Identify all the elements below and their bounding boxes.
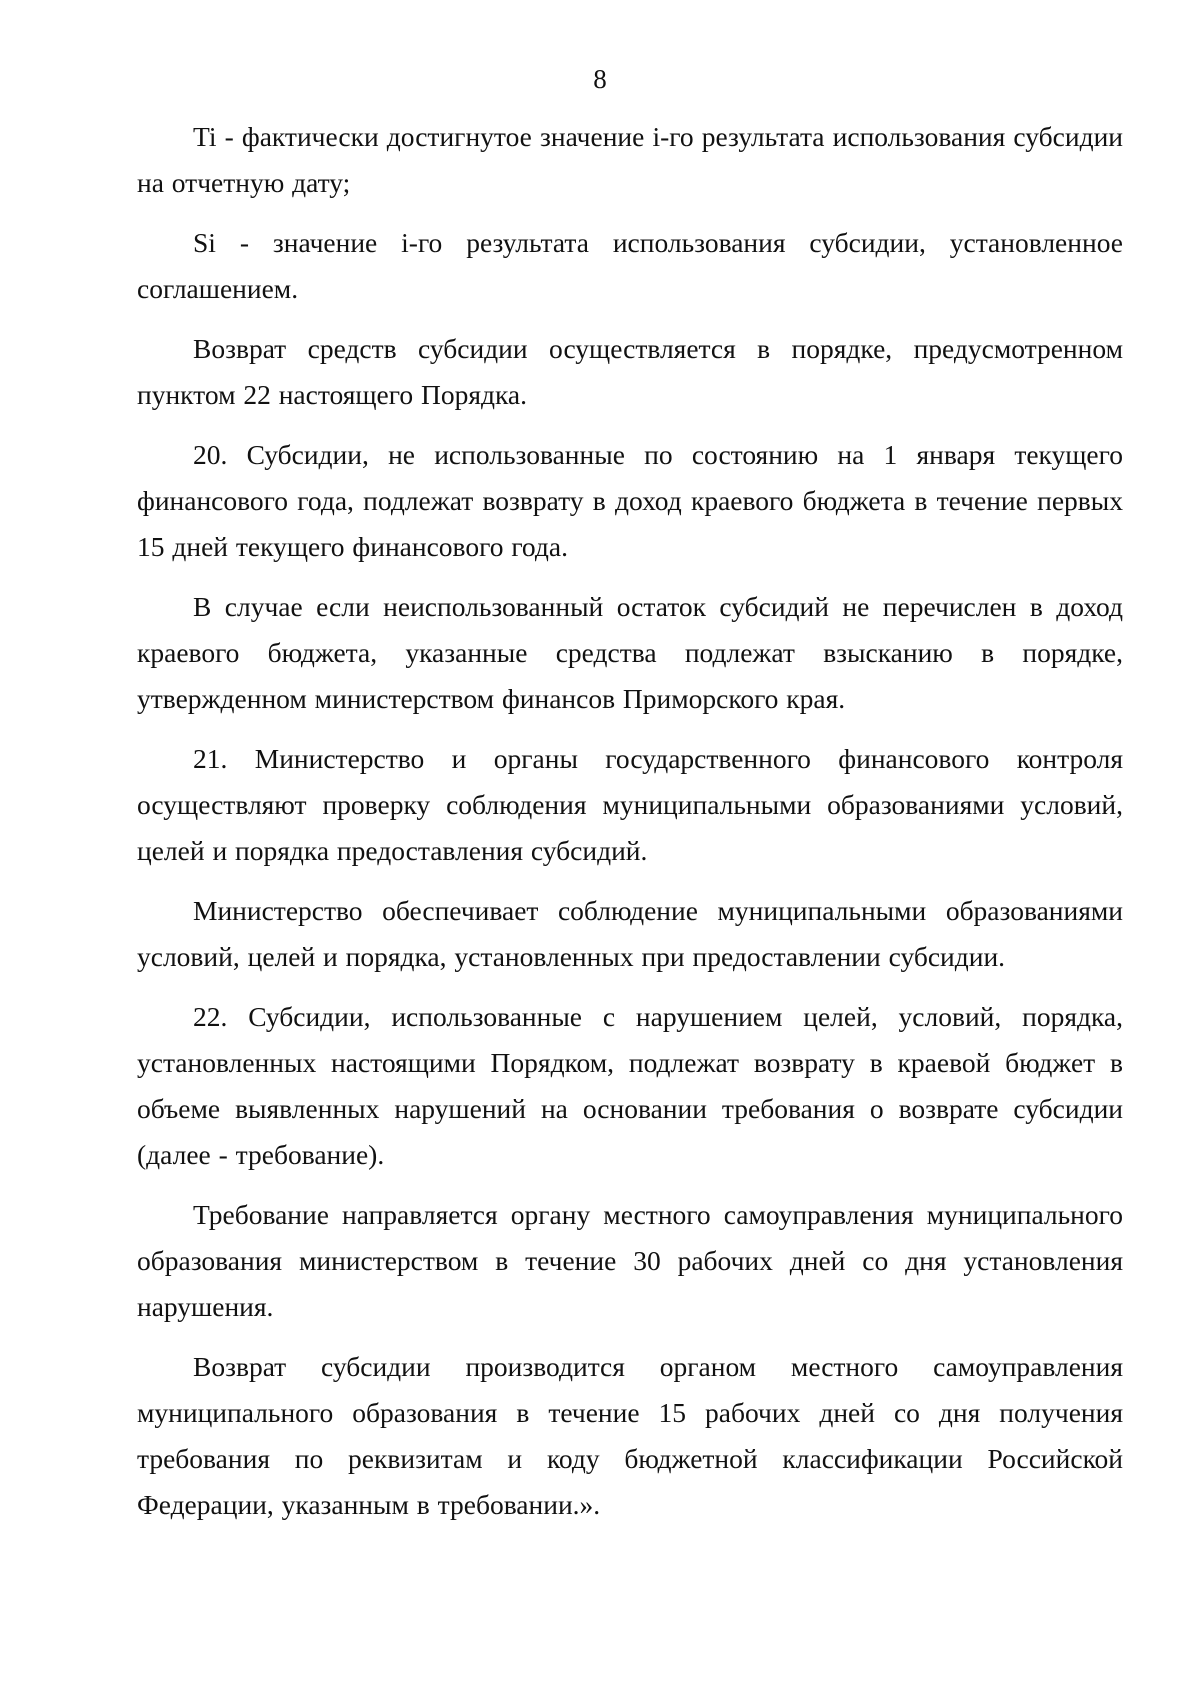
paragraph-item-20: 20. Субсидии, не использованные по состоянию на 1 января текущего финансового года, подлежат возврату в доход краевого бюджета в течение первых 15 дней текущего финансового года.	[137, 439, 1123, 562]
document-body	[137, 114, 1123, 1542]
paragraph-subsidy-return: Возврат субсидии производится органом местного самоуправления муниципального образования в течение 15 рабочих дней со дня получения требования по реквизитам и коду бюджетной классификации Российской Федерации, указанным в требовании.».	[137, 1351, 1123, 1520]
paragraph-requirement-sent: Требование направляется органу местного самоуправления муниципального образования министерством в течение 30 рабочих дней со дня установления нарушения.	[137, 1199, 1123, 1322]
paragraph-item-22: 22. Субсидии, использованные с нарушением целей, условий, порядка, установленных настоящими Порядком, подлежат возврату в краевой бюджет в объеме выявленных нарушений на основании требования о возврате субсидии (далее - требование).	[137, 1001, 1123, 1170]
paragraph-unused-balance: В случае если неиспользованный остаток субсидий не перечислен в доход краевого бюджета, указанные средства подлежат взысканию в порядке, утвержденном министерством финансов Приморского края.	[137, 591, 1123, 714]
paragraph-ti-definition: Ti - фактически достигнутое значение i-го результата использования субсидии на отчетную дату;	[137, 121, 1123, 198]
paragraph-ministry-compliance: Министерство обеспечивает соблюдение муниципальными образованиями условий, целей и порядка, установленных при предоставлении субсидии.	[137, 895, 1123, 972]
page-number: 8	[593, 64, 607, 94]
paragraph-si-definition: Si - значение i-го результата использования субсидии, установленное соглашением.	[137, 227, 1123, 304]
paragraph-refund-procedure: Возврат средств субсидии осуществляется в порядке, предусмотренном пунктом 22 настоящего Порядка.	[137, 333, 1123, 410]
paragraph-item-21: 21. Министерство и органы государственного финансового контроля осуществляют проверку соблюдения муниципальными образованиями условий, целей и порядка предоставления субсидий.	[137, 743, 1123, 866]
